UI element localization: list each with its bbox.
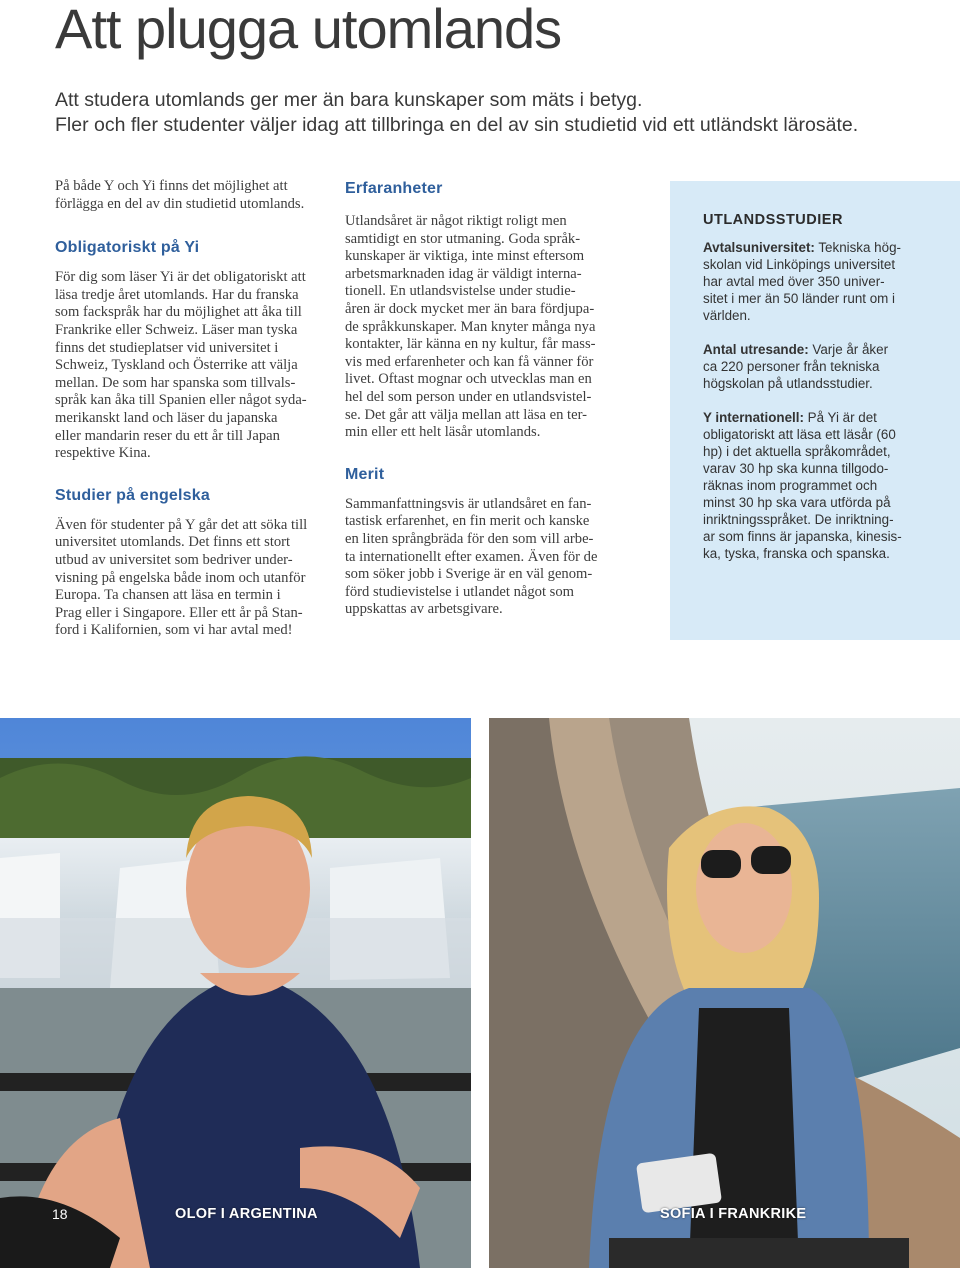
- heading-engelska: Studier på engelska: [55, 486, 210, 504]
- text-line: hp) i det aktuella språkområdet,: [703, 444, 891, 459]
- text-line: minst 30 hp ska vara utförda på: [703, 495, 891, 510]
- lead-paragraph: [55, 178, 330, 213]
- text-line: visning på engelska både inom och utanför: [55, 569, 306, 586]
- heading-merit: Merit: [345, 465, 385, 483]
- text-line: en liten språngbräda för den som vill arbe-: [345, 530, 594, 547]
- text-line: har avtal med över 350 univer-: [703, 274, 885, 289]
- text-line: samtidigt en stor utmaning. Goda språk-: [345, 230, 581, 247]
- text-line: Frankrike eller Schweiz. Läser man tyska: [55, 321, 298, 338]
- photo-illustration: [0, 718, 471, 1268]
- fact-box-content: [703, 212, 948, 579]
- caption-left: OLOF I ARGENTINA: [175, 1206, 318, 1222]
- text-line: obligatoriskt att läsa ett läsår (60: [703, 427, 896, 442]
- text-line: skolan vid Linköpings universitet: [703, 257, 896, 272]
- intro: [55, 88, 935, 138]
- text-line: utbud av universitet som bedriver under-: [55, 551, 293, 568]
- text-line: världen.: [703, 308, 751, 323]
- paragraph-obligatoriskt: [55, 269, 330, 463]
- paragraph-merit: [345, 496, 625, 619]
- text-line: förlägga en del av din studietid utomlands.: [55, 195, 305, 212]
- fact-item: [703, 409, 948, 562]
- text-line: hel del som person under en utlandsvistel-: [345, 388, 592, 405]
- text-line: räknas inom programmet och: [703, 478, 878, 493]
- intro-line: Att studera utomlands ger mer än bara kunskaper som mäts i betyg.: [55, 89, 643, 111]
- text-line: livet. Oftast mognar och utvecklas man en: [345, 371, 592, 388]
- text-line: tionell. En utlandsvistelse under studie-: [345, 283, 576, 300]
- text-line: För dig som läser Yi är det obligatoriskt att: [55, 269, 306, 286]
- text-line: språk kan åka till Spanien eller något syda-: [55, 392, 307, 409]
- fact-item: [703, 341, 948, 392]
- photo-olof-argentina: [0, 718, 471, 1268]
- text-line: eller mandarin reser du ett år till Japan: [55, 427, 280, 444]
- text-line: Europa. Ta chansen att läsa en termin i: [55, 587, 281, 604]
- fact-label: Y internationell:: [703, 410, 804, 425]
- fact-box-heading: UTLANDSSTUDIER: [703, 212, 843, 228]
- fact-text: Tekniska hög-: [814, 240, 901, 255]
- fact-text: Varje år åker: [808, 342, 889, 357]
- column-left: [55, 178, 330, 640]
- text-line: min eller ett helt läsår utomlands.: [345, 424, 541, 441]
- text-line: [703, 239, 948, 256]
- text-line: ka, tyska, franska och spanska.: [703, 546, 890, 561]
- photo-illustration: [489, 718, 960, 1268]
- caption-right: SOFIA I FRANKRIKE: [660, 1206, 807, 1222]
- text-line: Prag eller i Singapore. Eller ett år på Stan-: [55, 604, 303, 621]
- text-line: förd studievistelse i utlandet något som: [345, 583, 575, 600]
- text-line: mellan. De som har spanska som tillvals-: [55, 374, 296, 391]
- text-line: Sammanfattningsvis är utlandsåret en fan-: [345, 495, 592, 512]
- fact-box: [670, 181, 960, 640]
- page-number: 18: [52, 1206, 68, 1222]
- paragraph-erfaranheter: [345, 213, 625, 442]
- text-line: uppskattas av arbetsgivare.: [345, 601, 503, 618]
- text-line: Schweiz, Tyskland och Österrike att välja: [55, 357, 298, 374]
- text-line: respektive Kina.: [55, 445, 151, 462]
- text-line: som fackspråk har du möjlighet att åka till: [55, 304, 302, 321]
- text-line: inriktningsspråket. De inriktning-: [703, 512, 894, 527]
- intro-line: Fler och fler studenter väljer idag att tillbringa en del av sin studietid vid ett utländskt lärosäte.: [55, 114, 859, 136]
- fact-item: [703, 239, 948, 324]
- fact-text: På Yi är det: [803, 410, 877, 425]
- text-line: ar som finns är japanska, kinesis-: [703, 529, 902, 544]
- text-line: finns det studieplatser vid universitet i: [55, 339, 279, 356]
- text-line: merikanskt land och läser du japanska: [55, 409, 278, 426]
- paragraph-engelska: [55, 517, 330, 640]
- fact-label: Avtalsuniversitet:: [703, 240, 815, 255]
- text-line: kunskaper är viktiga, inte minst eftersom: [345, 248, 585, 265]
- text-line: ta internationellt efter examen. Även för de: [345, 548, 598, 565]
- text-line: [703, 341, 948, 358]
- page-title: Att plugga utomlands: [55, 0, 562, 60]
- text-line: På både Y och Yi finns det möjlighet att: [55, 178, 288, 194]
- text-line: se. Det går att välja mellan att läsa en ter-: [345, 406, 588, 423]
- text-line: läsa tredje året utomlands. Har du franska: [55, 286, 299, 303]
- fact-label: Antal utresande:: [703, 342, 809, 357]
- text-line: de språkkunskaper. Man knyter många nya: [345, 318, 596, 335]
- text-line: åren är dock mycket mer än bara fördjupa-: [345, 300, 595, 317]
- text-line: kontakter, lär känna en ny kultur, får mass-: [345, 336, 596, 353]
- photo-sofia-frankrike: [489, 718, 960, 1268]
- text-line: arbetsmarknaden idag är väldigt interna-: [345, 265, 582, 282]
- text-line: universitet utomlands. Det finns ett stort: [55, 534, 291, 551]
- text-line: varav 30 hp ska kunna tillgodo-: [703, 461, 889, 476]
- text-line: ca 220 personer från tekniska: [703, 359, 880, 374]
- column-middle: [345, 180, 625, 619]
- heading-obligatoriskt: Obligatoriskt på Yi: [55, 239, 200, 257]
- text-line: vis med erfarenheter och kan få vänner för: [345, 353, 594, 370]
- heading-erfaranheter: Erfaranheter: [345, 180, 443, 197]
- text-line: Även för studenter på Y går det att söka till: [55, 516, 308, 533]
- text-line: Utlandsåret är något riktigt roligt men: [345, 213, 567, 229]
- text-line: som söker jobb i Sverige är en väl genom-: [345, 566, 593, 583]
- text-line: sitet i mer än 50 länder runt om i: [703, 291, 896, 306]
- text-line: [703, 409, 948, 426]
- text-line: ford i Kalifornien, som vi har avtal med!: [55, 622, 293, 639]
- text-line: högskolan på utlandsstudier.: [703, 376, 873, 391]
- text-line: tastisk erfarenhet, en fin merit och kanske: [345, 513, 590, 530]
